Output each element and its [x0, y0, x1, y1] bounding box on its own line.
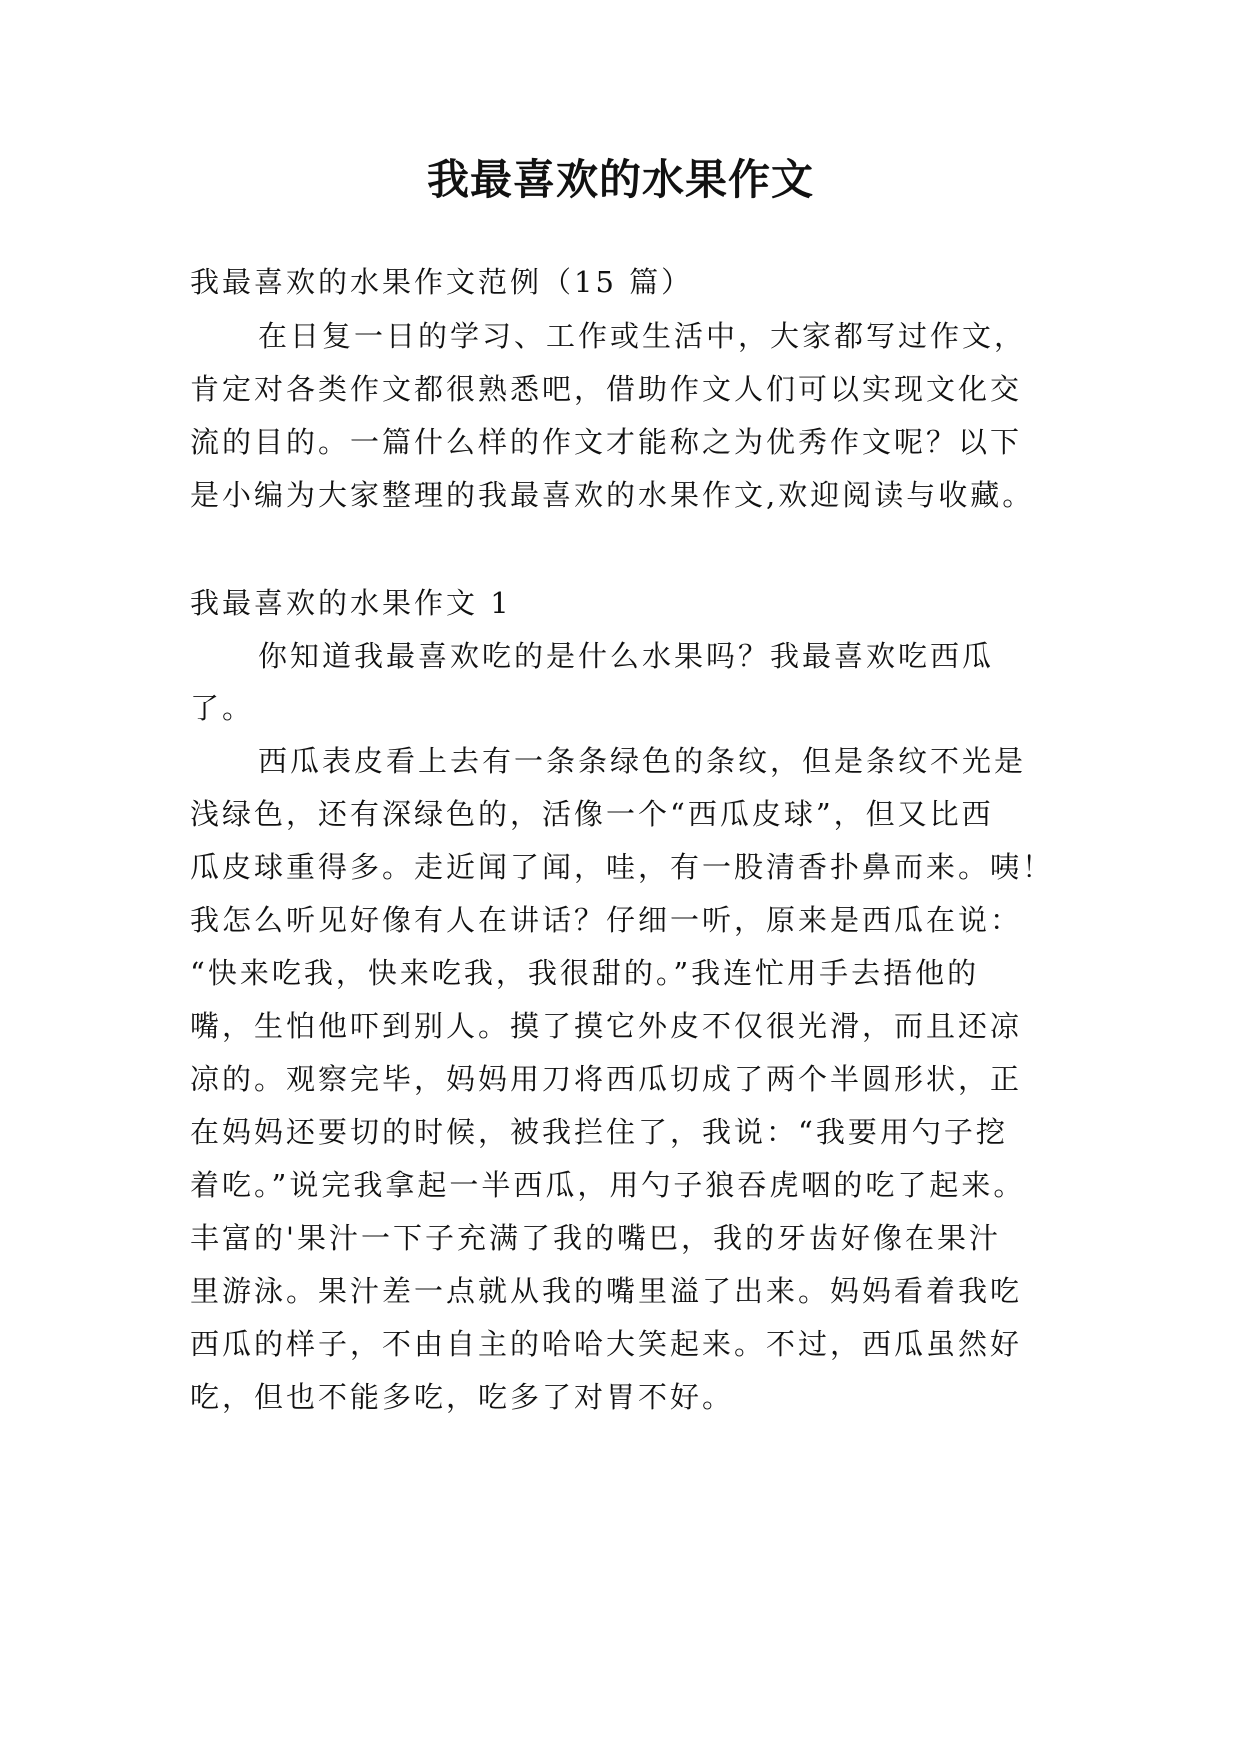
paragraph-line: 瓜皮球重得多。走近闻了闻，哇，有一股清香扑鼻而来。咦！	[190, 850, 1055, 884]
paragraph-line: 着吃。”说完我拿起一半西瓜，用勺子狼吞虎咽的吃了起来。	[190, 1168, 1026, 1202]
paragraph-line: 凉的。观察完毕，妈妈用刀将西瓜切成了两个半圆形状，正	[190, 1062, 1023, 1096]
paragraph-line: 里游泳。果汁差一点就从我的嘴里溢了出来。妈妈看着我吃	[190, 1274, 1023, 1308]
intro-line: 在日复一日的学习、工作或生活中，大家都写过作文，	[258, 319, 1027, 353]
intro-line: 是小编为大家整理的我最喜欢的水果作文,欢迎阅读与收藏。	[190, 478, 1035, 512]
paragraph-line: 嘴，生怕他吓到别人。摸了摸它外皮不仅很光滑，而且还凉	[190, 1009, 1023, 1043]
paragraph-line: 你知道我最喜欢吃的是什么水果吗？我最喜欢吃西瓜	[258, 639, 995, 673]
intro-line: 肯定对各类作文都很熟悉吧，借助作文人们可以实现文化交	[190, 372, 1023, 406]
document-subtitle: 我最喜欢的水果作文范例（15 篇）	[190, 265, 694, 299]
paragraph-line: 在妈妈还要切的时候，被我拦住了，我说：“我要用勺子挖	[190, 1115, 1008, 1149]
paragraph-line: 浅绿色，还有深绿色的，活像一个“西瓜皮球”，但又比西	[190, 797, 994, 831]
paragraph-line: “快来吃我，快来吃我，我很甜的。”我连忙用手去捂他的	[190, 956, 980, 990]
paragraph-line: 西瓜表皮看上去有一条条绿色的条纹，但是条纹不光是	[258, 744, 1027, 778]
paragraph-line: 吃，但也不能多吃，吃多了对胃不好。	[190, 1380, 735, 1414]
paragraph-line: 丰富的'果汁一下子充满了我的嘴巴，我的牙齿好像在果汁	[190, 1221, 1001, 1255]
paragraph-line: 西瓜的样子，不由自主的哈哈大笑起来。不过，西瓜虽然好	[190, 1327, 1023, 1361]
paragraph-line: 了。	[190, 691, 255, 725]
intro-line: 流的目的。一篇什么样的作文才能称之为优秀作文呢？以下	[190, 425, 1023, 459]
paragraph-line: 我怎么听见好像有人在讲话？仔细一听，原来是西瓜在说：	[190, 903, 1023, 937]
document-title: 我最喜欢的水果作文	[426, 155, 814, 204]
section-heading: 我最喜欢的水果作文 1	[190, 586, 512, 620]
